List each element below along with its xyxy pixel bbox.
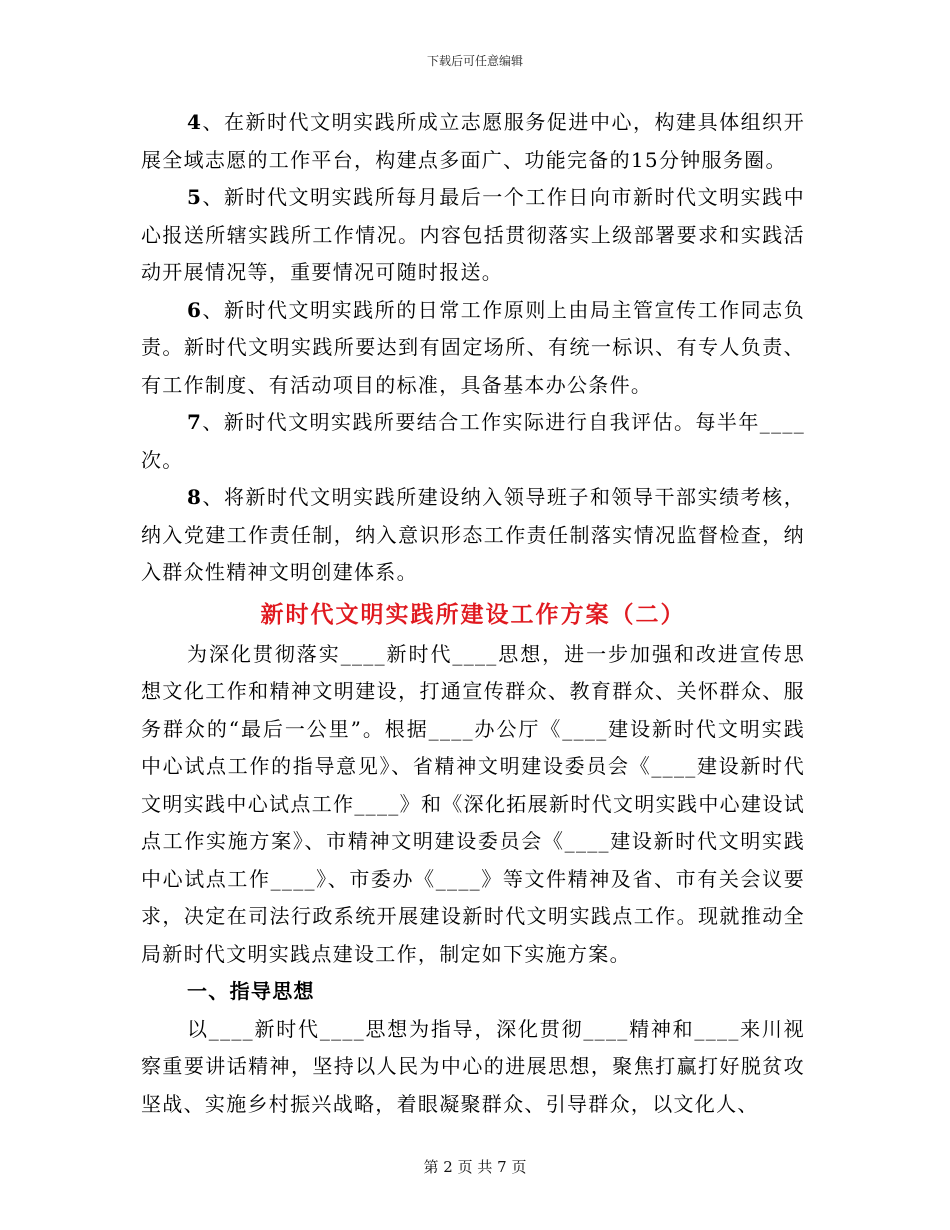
- item-text: 、新时代文明实践所的日常工作原则上由局主管宣传工作同志负责。新时代文明实践所要达到有固定场所、有统一标识、有专人负责、有工作制度、有活动项目的标准，具备基本办公条件。: [141, 297, 805, 397]
- page-footer: 第 2 页 共 7 页: [423, 1158, 527, 1176]
- section-heading: 一、指导思想: [187, 979, 315, 1003]
- item-text: 、新时代文明实践所要结合工作实际进行自我评估。每半年____次。: [141, 410, 805, 472]
- guiding-paragraph: 以____新时代____思想为指导，深化贯彻____精神和____来川视察重要讲话精神，坚持以人民为中心的进展思想，聚焦打赢打好脱贫攻坚战、实施乡村振兴战略，着眼凝聚群众、引导群众，以文化人、: [141, 1016, 805, 1116]
- item-number: 8: [187, 485, 203, 509]
- item-text: 、在新时代文明实践所成立志愿服务促进中心，构建具体组织开展全域志愿的工作平台，构建点多面广、功能完备的15分钟服务圈。: [141, 110, 805, 172]
- paragraph-item-4: [141, 104, 805, 179]
- item-number: 6: [187, 297, 203, 322]
- item-text: 、将新时代文明实践所建设纳入领导班子和领导干部实绩考核，纳入党建工作责任制，纳入意识形态工作责任制落实情况监督检查，纳入群众性精神文明创建体系。: [141, 485, 805, 584]
- paragraph-item-7: [141, 404, 805, 479]
- paragraph-item-8: [141, 479, 805, 592]
- paragraph-item-5: [141, 179, 805, 292]
- item-number: 4: [187, 110, 203, 134]
- item-number: 7: [187, 410, 203, 434]
- section-title: 新时代文明实践所建设工作方案（二）: [260, 600, 686, 628]
- page-header: 下载后可任意编辑: [426, 54, 523, 68]
- item-number: 5: [187, 185, 203, 209]
- paragraph-item-6: [141, 292, 805, 405]
- document-body: [141, 104, 805, 1123]
- item-text: 、新时代文明实践所每月最后一个工作日向市新时代文明实践中心报送所辖实践所工作情况。内容包括贯彻落实上级部署要求和实践活动开展情况等，重要情况可随时报送。: [141, 185, 805, 284]
- intro-paragraph: 为深化贯彻落实____新时代____思想，进一步加强和改进宣传思想文化工作和精神文明建设，打通宣传群众、教育群众、关怀群众、服务群众的“最后一公里”。根据____办公厅《____建设新时代文明实践中心试点工作的指导意见》、省精神文明建设委员会《____建设新时代文明实践中心试点工作____》和《深化拓展新时代文明实践中心建设试点工作实施方案》、市精神文明建设委员会《____建设新时代文明实践中心试点工作____》、市委办《____》等文件精神及省、市有关会议要求，决定在司法行政系统开展建设新时代文明实践点工作。现就推动全局新时代文明实践点建设工作，制定如下实施方案。: [141, 641, 805, 966]
